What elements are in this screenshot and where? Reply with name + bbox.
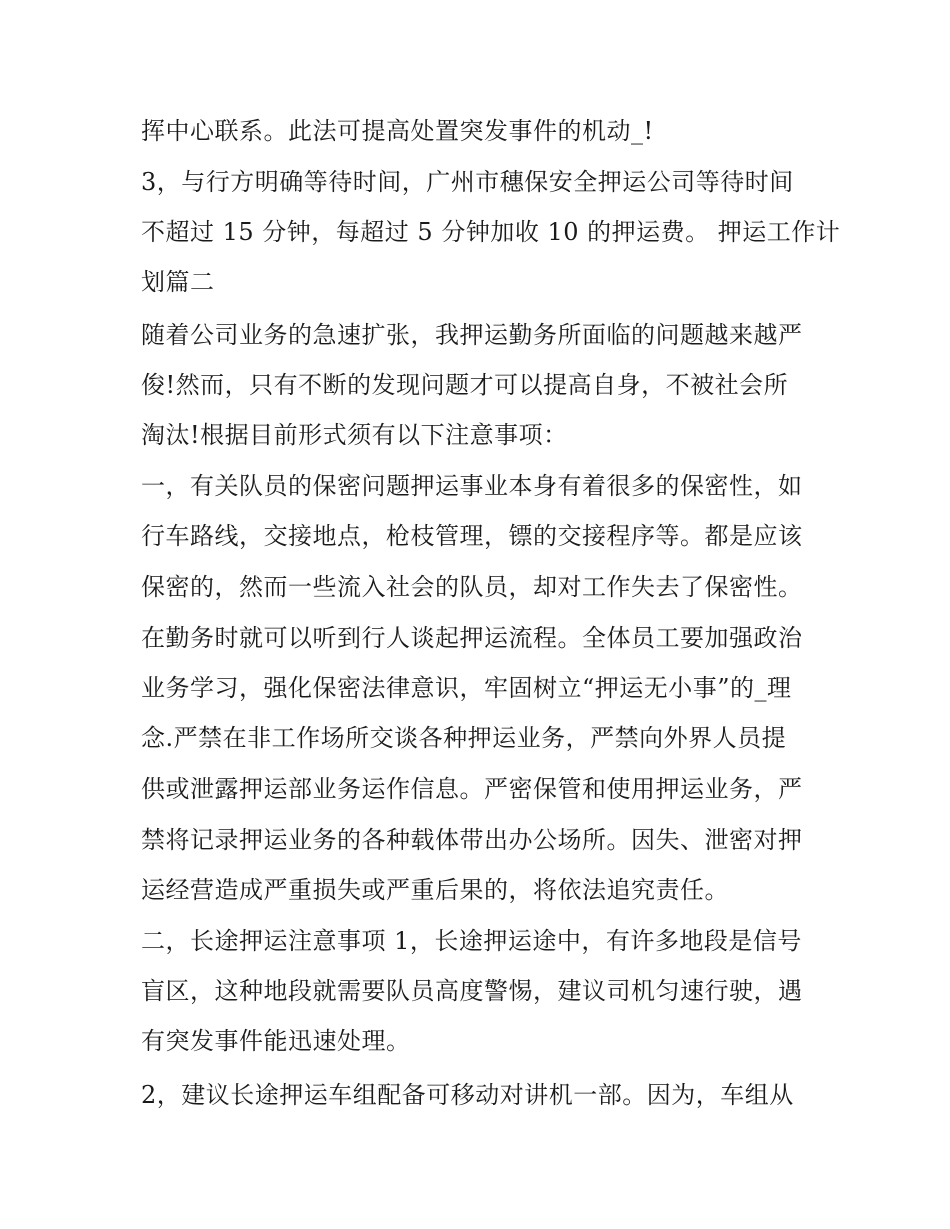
text-line: 禁将记录押运业务的各种载体带出办公场所。因失、泄密对押 [141,826,803,854]
text-line: 3，与行方明确等待时间，广州市穗保安全押运公司等待时间 [141,168,794,196]
text-line: 念.严禁在非工作场所交谈各种押运业务，严禁向外界人员提 [141,724,787,752]
text-line: 保密的，然而一些流入社会的队员，却对工作失去了保密性。 [141,573,803,601]
text-line: 有突发事件能迅速处理。 [141,1027,411,1055]
text-line: 盲区，这种地段就需要队员高度警惕，建议司机匀速行驶，遇 [141,977,803,1005]
text-line: 俊!然而，只有不断的发现问题才可以提高自身，不被社会所 [141,371,789,399]
text-line: 随着公司业务的急速扩张，我押运勤务所面临的问题越来越严 [141,321,803,349]
text-line: 运经营造成严重损失或严重后果的，将依法追究责任。 [141,876,729,904]
text-line: 挥中心联系。此法可提高处置突发事件的机动_! [141,117,654,145]
text-line: 二，长途押运注意事项 1，长途押运途中，有许多地段是信号 [141,927,802,955]
text-line: 在勤务时就可以听到行人谈起押运流程。全体员工要加强政治 [141,624,803,652]
text-line: 划篇二 [141,268,215,296]
text-line: 淘汰!根据目前形式须有以下注意事项： [141,421,568,449]
text-line: 2，建议长途押运车组配备可移动对讲机一部。因为，车组从 [141,1081,794,1109]
text-line: 一，有关队员的保密问题押运事业本身有着很多的保密性，如 [141,472,803,500]
text-line: 行车路线，交接地点，枪枝管理，镖的交接程序等。都是应该 [141,522,803,550]
text-line: 不超过 15 分钟，每超过 5 分钟加收 10 的押运费。 押运工作计 [141,218,841,246]
text-line: 供或泄露押运部业务运作信息。严密保管和使用押运业务，严 [141,775,803,803]
text-line: 业务学习，强化保密法律意识，牢固树立“押运无小事”的_理 [141,674,792,702]
